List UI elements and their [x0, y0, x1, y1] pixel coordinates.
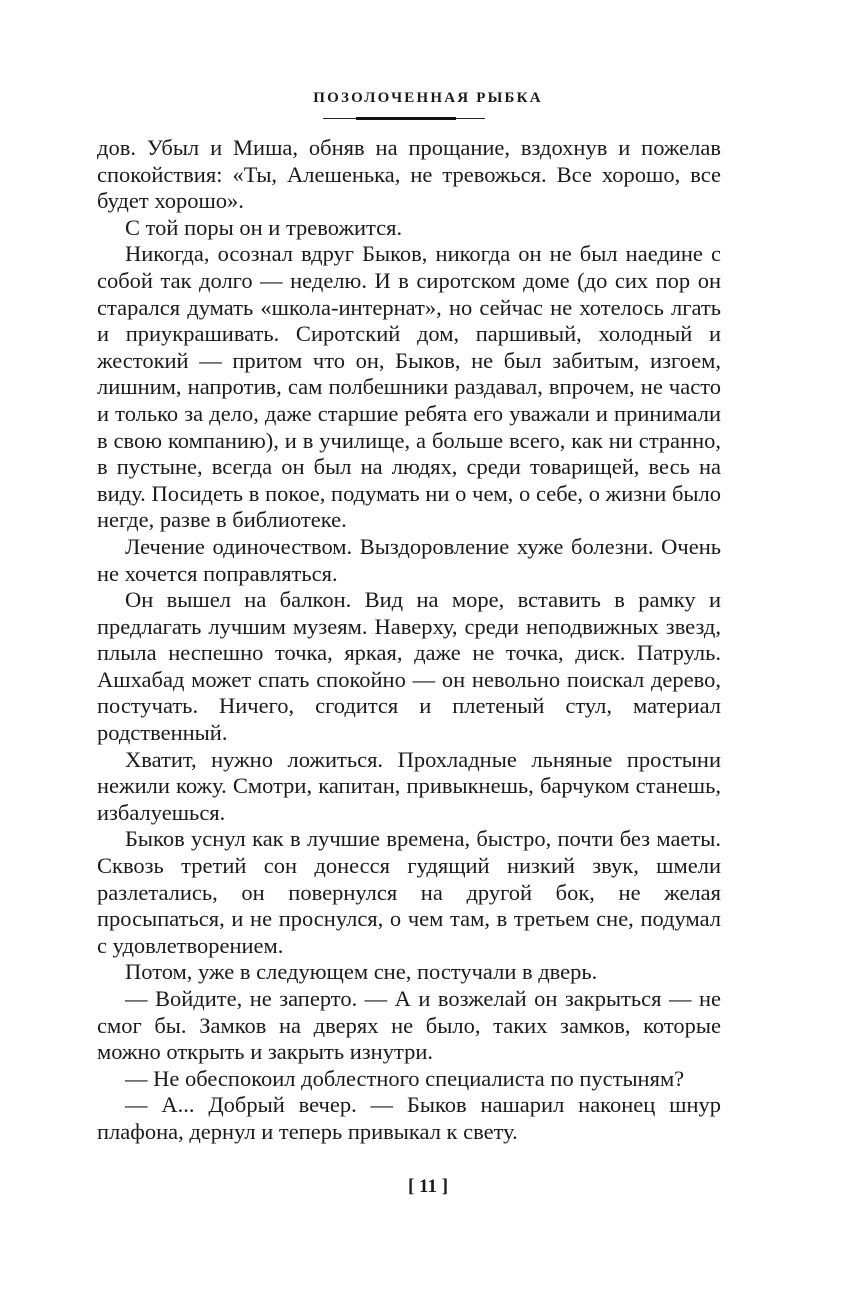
paragraph: — Не обеспокоил доблестного специалиста по пустыням? — [125, 1065, 685, 1091]
running-head: ПОЗОЛОЧЕННАЯ РЫБКА — [313, 90, 543, 106]
paragraph: Он вышел на балкон. Вид на море, вставить в рамку и предлагать лучшим музеям. Наверху, среди неподвижных звезд, плыла неспешно точка, яркая, даже не точка, диск. Патруль. Ашхабад может спать спокойно — он невольно поискал дерево, постучать. Ничего, сгодится и плетеный стул, материал родственный. — [97, 587, 721, 746]
paragraph: С той поры он и тревожится. — [125, 214, 403, 240]
paragraph: — Войдите, не заперто. — А и возжелай он закрыться — не смог бы. Замков на дверях не было, таких замков, которые можно открыть и закрыть изнутри. — [97, 986, 721, 1065]
paragraph: Никогда, осознал вдруг Быков, никогда он не был наедине с собой так долго — неделю. И в сиротском доме (до сих пор он старался думать «школа-интернат», но сейчас не хотелось лгать и приукрашивать. Сиротский дом, паршивый, холодный и жестокий — притом что он, Быков, не был забитым, изгоем, лишним, напротив, сам полбешники раздавал, впрочем, не часто и только за дело, даже старшие ребята его уважали и принимали в свою компанию), и в училище, а больше всего, как ни странно, в пустыне, всегда он был на людях, среди товарищей, весь на виду. Посидеть в покое, подумать ни о чем, о себе, о жизни было негде, разве в библиотеке. — [97, 241, 721, 533]
paragraph: Лечение одиночеством. Выздоровление хуже болезни. Очень не хочется поправляться. — [97, 533, 721, 586]
paragraph: — А... Добрый вечер. — Быков нашарил наконец шнур плафона, дернул и теперь привыкал к свету. — [97, 1092, 721, 1144]
paragraph: Хватит, нужно ложиться. Прохладные льняные простыни нежили кожу. Смотри, капитан, привыкнешь, барчуком станешь, избалуешься. — [97, 746, 721, 825]
running-head-rule-accent — [356, 117, 456, 120]
page-number: [ 11 ] — [407, 1176, 449, 1197]
paragraph: Быков уснул как в лучшие времена, быстро, почти без маеты. Сквозь третий сон донесся гудящий низкий звук, шмели разлетались, он повернулся на другой бок, не желая просыпаться, и не проснулся, о чем там, в третьем сне, подумал с удовлетворением. — [97, 826, 721, 958]
body-text — [97, 135, 721, 1146]
paragraph: дов. Убыл и Миша, обняв на прощание, вздохнув и пожелав спокойствия: «Ты, Алешенька, не тревожься. Все хорошо, все будет хорошо». — [97, 135, 721, 214]
paragraph: Потом, уже в следующем сне, постучали в дверь. — [125, 959, 598, 985]
